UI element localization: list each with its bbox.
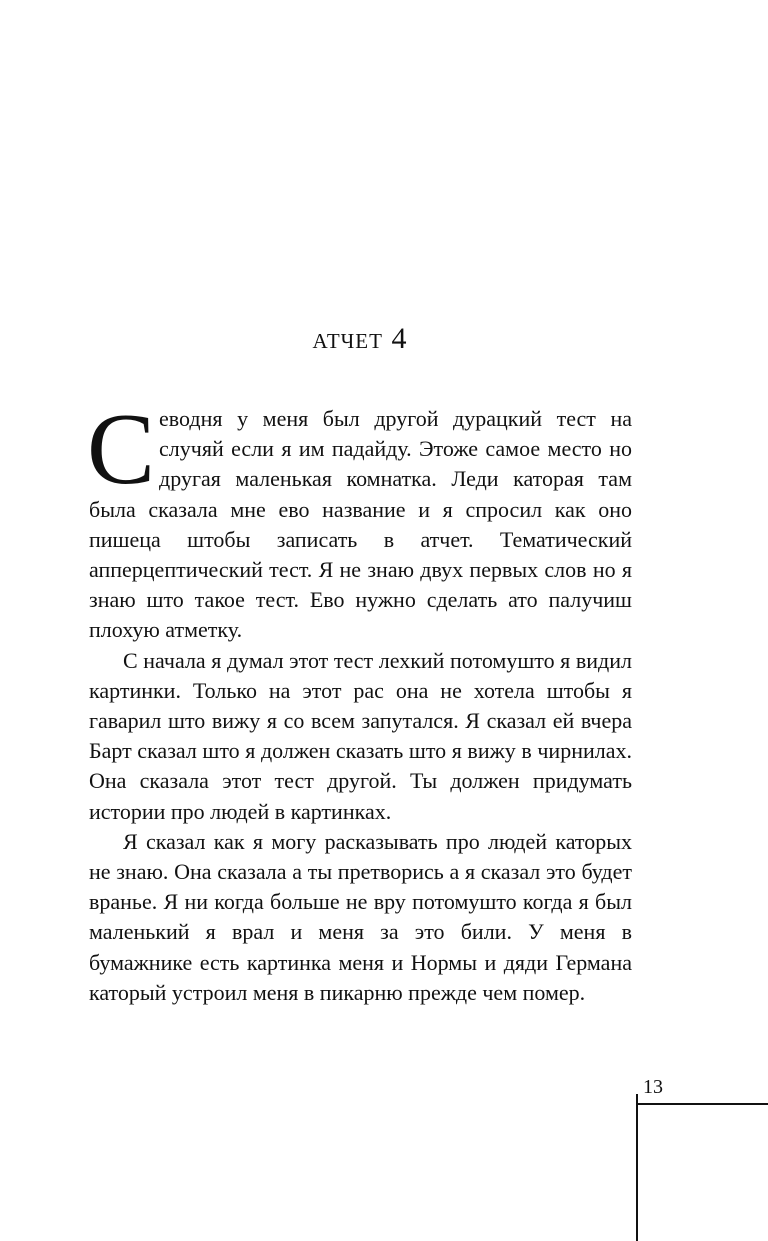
paragraph-1-text: еводня у меня был другой дурацкий тест на случяй если я им падайду. Этоже самое место но другая маленькая комнатка. Леди каторая там была сказала мне ево название и я спросил как оно пишеца штобы записать в атчет. Тематический апперцептический тест. Я не знаю двух первых слов но я знаю што такое тест. Ево нужно сделать ато палучиш плохую атметку. — [89, 406, 632, 643]
drop-cap: С — [87, 393, 156, 506]
paragraph-2: С начала я думал этот тест лехкий потомушто я видил картинки. Только на этот рас она не хотела штобы я гаварил што вижу я со всем запутался. Я сказал ей вчера Барт сказал што я должен сказать што я вижу в чирнилах. Она сказала этот тест другой. Ты должен придумать истории про людей в картинках. — [89, 647, 632, 824]
paragraph-1 — [87, 393, 632, 646]
body-text — [87, 393, 632, 1008]
folio-rule-vertical — [636, 1094, 638, 1241]
chapter-number: 4 — [391, 322, 408, 355]
page-number: 13 — [643, 1076, 663, 1098]
chapter-title — [0, 322, 720, 356]
folio-rule-horizontal — [636, 1103, 768, 1105]
paragraph-3: Я сказал как я могу раcказывать про людей каторых не знаю. Она сказала а ты претворись а я сказал это будет вранье. Я ни когда больше не вру потомушто когда я был маленький я врал и меня за это били. У меня в бумажнике есть картинка меня и Нормы и дяди Германа каторый устроил меня в пикарню прежде чем помер. — [89, 828, 632, 1005]
chapter-word: атчет — [312, 322, 383, 355]
